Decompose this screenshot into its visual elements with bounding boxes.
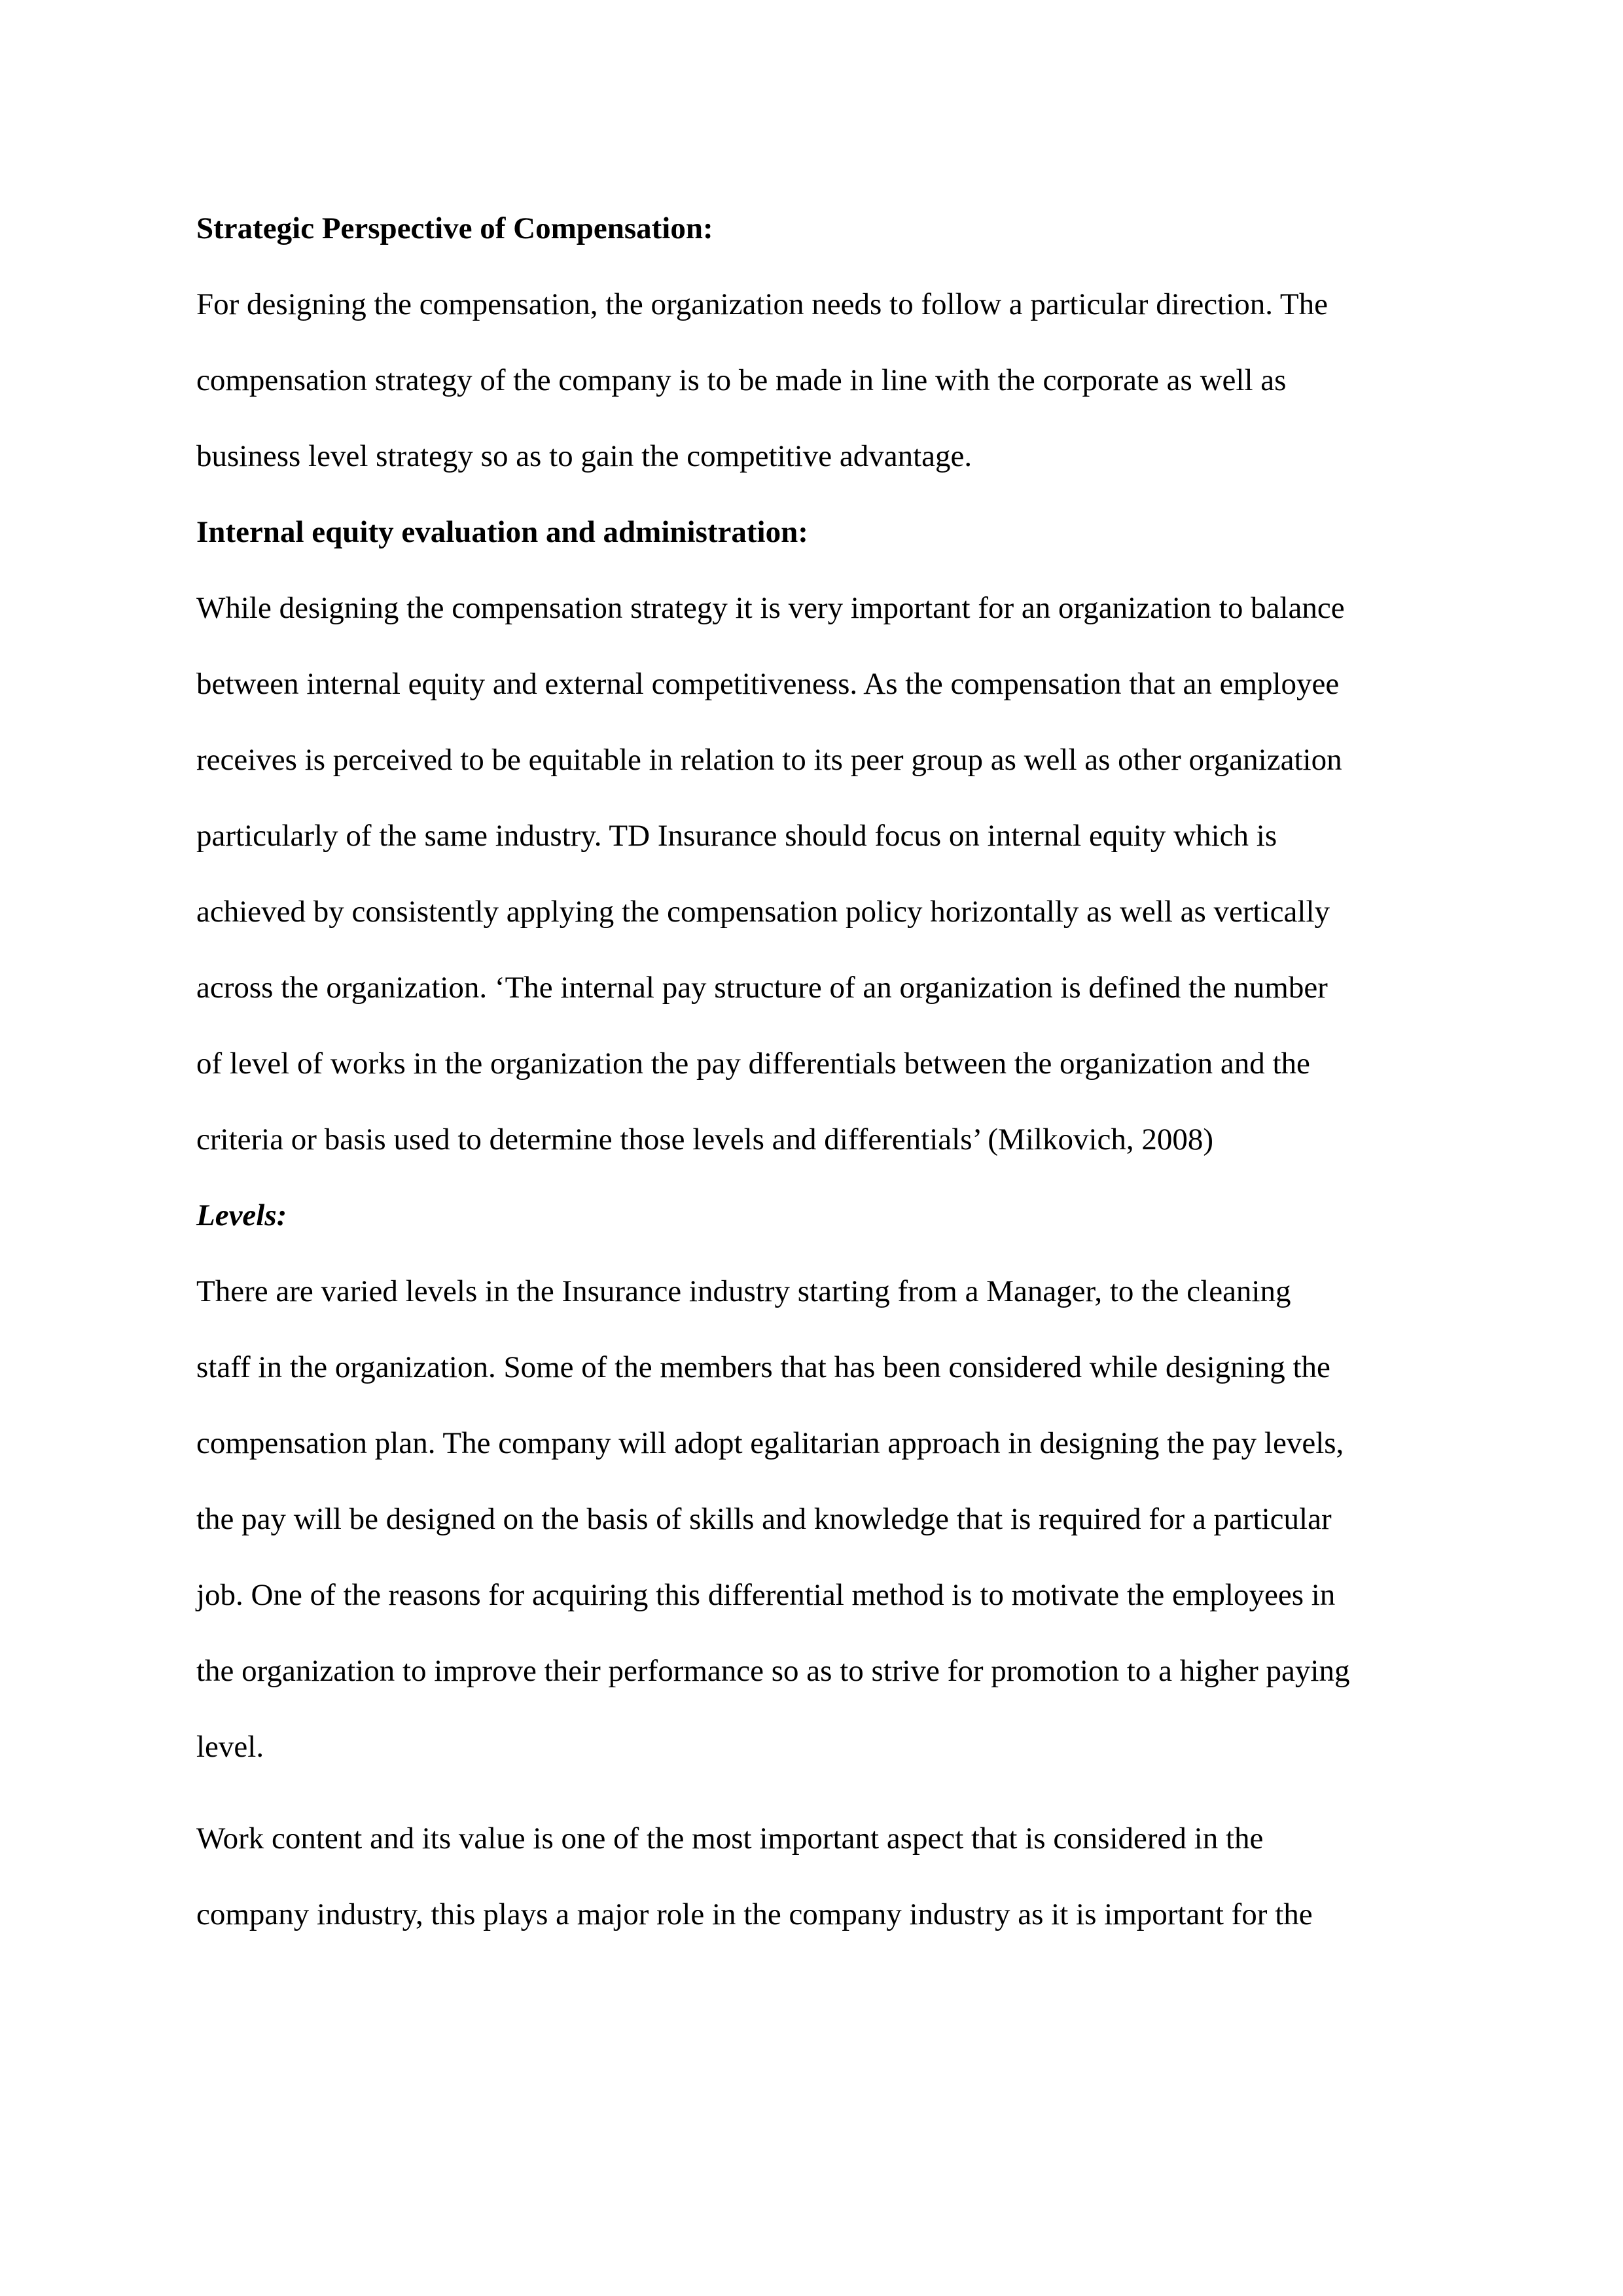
paragraph-line: across the organization. ‘The internal pay structure of an organization is defined the number	[196, 971, 1328, 1005]
document-body	[196, 209, 1440, 1971]
paragraph-line: the organization to improve their performance so as to strive for promotion to a higher paying	[196, 1654, 1350, 1688]
section-heading-levels: Levels:	[196, 1198, 287, 1232]
paragraph-line: company industry, this plays a major role in the company industry as it is important for the	[196, 1897, 1313, 1931]
paragraph-line: For designing the compensation, the organization needs to follow a particular direction. The	[196, 287, 1328, 321]
paragraph-line: the pay will be designed on the basis of skills and knowledge that is required for a particular	[196, 1502, 1332, 1536]
paragraph-line: job. One of the reasons for acquiring this differential method is to motivate the employees in	[196, 1578, 1336, 1612]
paragraph-line: There are varied levels in the Insurance industry starting from a Manager, to the cleaning	[196, 1274, 1291, 1308]
paragraph-work-content	[196, 1820, 1440, 1933]
paragraph-line: staff in the organization. Some of the members that has been considered while designing the	[196, 1350, 1330, 1384]
paragraph-line: compensation plan. The company will adopt egalitarian approach in designing the pay levels,	[196, 1426, 1344, 1460]
paragraph-line: receives is perceived to be equitable in relation to its peer group as well as other organization	[196, 743, 1342, 777]
paragraph-line: level.	[196, 1730, 264, 1764]
paragraph-line: compensation strategy of the company is to be made in line with the corporate as well as	[196, 363, 1287, 397]
paragraph-line: particularly of the same industry. TD Insurance should focus on internal equity which is	[196, 819, 1277, 853]
section-heading-internal-equity: Internal equity evaluation and administration:	[196, 515, 808, 549]
paragraph-strategic-perspective	[196, 285, 1440, 475]
paragraph-line: Work content and its value is one of the most important aspect that is considered in the	[196, 1821, 1264, 1856]
paragraph-line: of level of works in the organization the pay differentials between the organization and the	[196, 1047, 1310, 1081]
paragraph-line: While designing the compensation strategy it is very important for an organization to balance	[196, 591, 1345, 625]
section-heading-strategic-perspective: Strategic Perspective of Compensation:	[196, 211, 713, 245]
paragraph-line: achieved by consistently applying the compensation policy horizontally as well as vertically	[196, 895, 1330, 929]
paragraph-internal-equity	[196, 589, 1440, 1158]
paragraph-line: between internal equity and external competitiveness. As the compensation that an employee	[196, 667, 1340, 701]
paragraph-levels	[196, 1272, 1440, 1766]
paragraph-line: criteria or basis used to determine those levels and differentials’ (Milkovich, 2008)	[196, 1122, 1214, 1157]
paragraph-line: business level strategy so as to gain the competitive advantage.	[196, 439, 972, 473]
